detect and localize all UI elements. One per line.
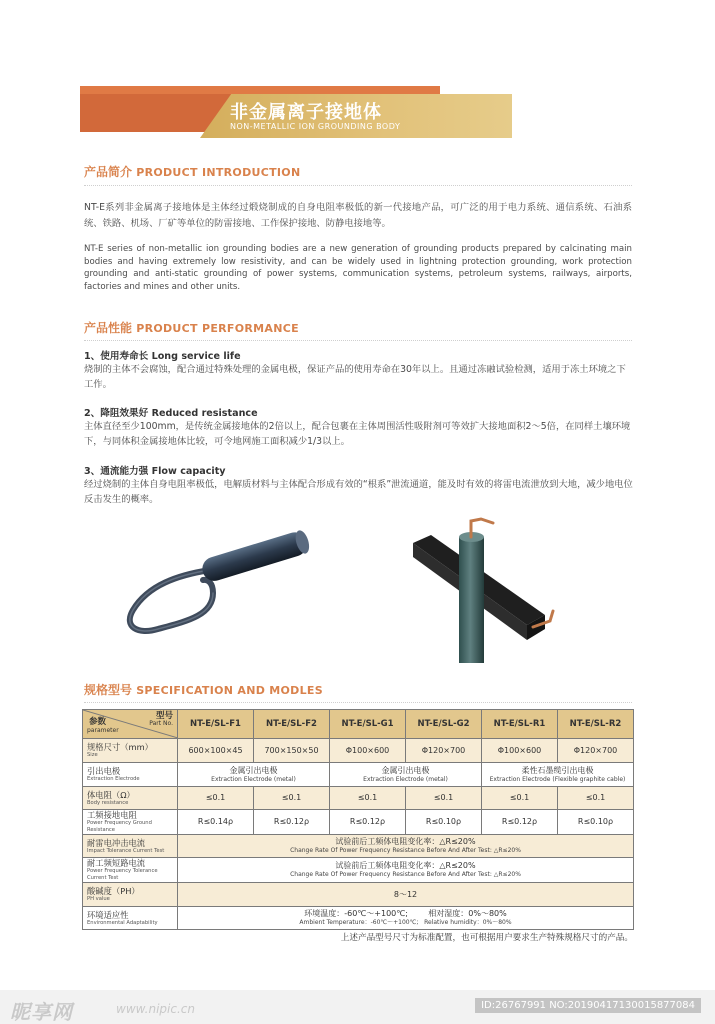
watermark-id: ID:26767991 NO:20190417130015877084 [475, 998, 701, 1013]
corner-param-cn: 参数 [89, 717, 107, 727]
spec-table [82, 709, 634, 930]
resistance-cell: ≤0.1 [330, 787, 406, 810]
short-circuit-value-en: Change Rate Of Power Frequency Resistance Before And After Test: △R≤20% [290, 871, 521, 878]
short-circuit-row [83, 858, 634, 883]
electrode-cell-f [178, 763, 330, 787]
resistance-cell: ≤0.1 [558, 787, 634, 810]
electrode-r-en: Extraction Electrode (Flexible graphite cable) [489, 775, 626, 783]
spec-heading-en: SPECIFICATION AND MODLES [136, 684, 323, 697]
size-row [83, 739, 634, 763]
electrode-label-en: Extraction Electrode [87, 776, 140, 782]
electrode-g-en: Extraction Electrode (metal) [363, 775, 448, 783]
resistance-cell: ≤0.1 [254, 787, 330, 810]
intro-divider [84, 185, 632, 186]
environment-value-en: Ambient Temperature：-60℃～+100℃; Relative humidity：0%～80% [299, 919, 512, 926]
size-cell: 600×100×45 [178, 739, 254, 763]
environment-cell [178, 907, 634, 930]
size-cell: Φ120×700 [406, 739, 482, 763]
size-label-cn: 规格尺寸（mm） [87, 742, 153, 752]
impact-cell [178, 835, 634, 858]
model-header: NT-E/SL-G2 [406, 710, 482, 739]
model-header: NT-E/SL-R1 [482, 710, 558, 739]
feature-3-text: 经过烧制的主体自身电阻率极低，电解质材料与主体配合形成有效的“根系”泄流通道，能及时有效的将雷电流泄放到大地，减少地电位反击发生的概率。 [84, 479, 633, 505]
environment-value-cn: 环境温度：-60℃～+100℃; 相对湿度：0%～80% [304, 909, 507, 918]
electrode-cell-g [330, 763, 482, 787]
grounding-cell: R≤0.12ρ [482, 810, 558, 835]
intro-heading-cn: 产品简介 [84, 165, 133, 179]
resistance-cell: ≤0.1 [482, 787, 558, 810]
spec-corner-cell [83, 710, 178, 739]
resistance-label-cn: 体电阻（Ω） [87, 789, 135, 800]
performance-heading-cn: 产品性能 [84, 321, 133, 335]
watermark-url: www.nipic.cn [116, 1002, 195, 1016]
model-header: NT-E/SL-G1 [330, 710, 406, 739]
ph-label-cn: 酸碱度（PH） [87, 886, 140, 896]
short-circuit-value-cn: 试验前后工频体电阻变化率：△R≤20% [335, 861, 476, 870]
intro-heading-en: PRODUCT INTRODUCTION [136, 166, 301, 179]
resistance-label [83, 787, 178, 810]
electrode-g-cn: 金属引出电极 [381, 765, 430, 775]
grounding-cell: R≤0.14ρ [178, 810, 254, 835]
spec-divider [84, 702, 632, 703]
electrode-label-cn: 引出电极 [87, 766, 121, 776]
intro-paragraph-cn: NT-E系列非金属离子接地体是主体经过煅烧制成的自身电阻率极低的新一代接地产品，可广泛的用于电力系统、通信系统、石油系统、铁路、机场、厂矿等单位的防雷接地、工作保护接地、防静电接地等。 [84, 202, 632, 229]
corner-model-cn: 型号 [155, 711, 173, 721]
feature-1-text: 烧制的主体不会腐蚀，配合通过特殊处理的金属电极，保证产品的使用寿命在30年以上。且通过冻融试验检测，适用于冻土环境之下工作。 [84, 364, 626, 390]
ph-label-en: PH value [87, 896, 110, 902]
grounding-label [83, 810, 178, 835]
grounding-cell: R≤0.10ρ [558, 810, 634, 835]
model-header: NT-E/SL-R2 [558, 710, 634, 739]
electrode-label [83, 763, 178, 787]
spec-heading-cn: 规格型号 [84, 683, 133, 697]
intro-heading [84, 163, 300, 180]
environment-label-en: Environmental Adaptability [87, 919, 158, 926]
short-circuit-cell [178, 858, 634, 883]
resistance-cell: ≤0.1 [406, 787, 482, 810]
size-label [83, 739, 178, 763]
grounding-row [83, 810, 634, 835]
spec-header-row [83, 710, 634, 739]
environment-label-cn: 环境适应性 [87, 909, 129, 920]
short-circuit-label-en: Power Frequency Tolerance Current Test [87, 868, 158, 881]
performance-heading [84, 319, 299, 336]
size-cell: Φ100×600 [482, 739, 558, 763]
electrode-cell-r [482, 763, 634, 787]
banner-orange-highlight [80, 86, 440, 94]
resistance-label-en: Body resistance [87, 799, 129, 806]
grounding-cell: R≤0.10ρ [406, 810, 482, 835]
short-circuit-label [83, 858, 178, 883]
model-header: NT-E/SL-F1 [178, 710, 254, 739]
feature-2-text: 主体直径至少100mm，是传统金属接地体的2倍以上，配合包裹在主体周围活性吸附剂可等效扩大接地面积2～5倍，在同样土壤环境下，与同体积金属接地体比较，可令地网施工面积减少1/3以上。 [84, 421, 631, 447]
page-title: 非金属离子接地体 [230, 102, 382, 123]
feature-2-title: 2、降阻效果好 Reduced resistance [84, 408, 258, 419]
flexible-cable-grounding-body-image [118, 525, 313, 650]
model-header: NT-E/SL-F2 [254, 710, 330, 739]
intro-paragraph-en: NT-E series of non-metallic ion grounding bodies are a new generation of grounding products prepared by calcinating main bodies and having extremely low resistivity, and can be widely used in lightning protection grounding, work protection grounding and anti-static grounding of power systems, communication systems, petroleum systems, railways, airports, factories and mines and other units. [84, 244, 632, 292]
performance-divider [84, 340, 632, 341]
electrode-f-en: Extraction Electrode (metal) [211, 775, 296, 783]
ph-row [83, 883, 634, 907]
impact-label-cn: 耐雷电冲击电流 [87, 837, 146, 848]
feature-1-title: 1、使用寿命长 Long service life [84, 351, 241, 362]
impact-value-cn: 试验前后工频体电阻变化率：△R≤20% [335, 837, 476, 846]
impact-value-en: Change Rate Of Power Frequency Resistance Before And After Test: △R≤20% [290, 847, 521, 854]
environment-label [83, 907, 178, 930]
size-cell: Φ100×600 [330, 739, 406, 763]
footnote: 上述产品型号尺寸为标准配置，也可根据用户要求生产特殊规格尺寸的产品。 [340, 933, 633, 943]
size-label-en: Size [87, 752, 98, 758]
environment-row [83, 907, 634, 930]
impact-label-en: Impact Tolerance Current Test [87, 847, 165, 854]
short-circuit-label-cn: 耐工频短路电流 [87, 858, 146, 868]
impact-row [83, 835, 634, 858]
feature-3-title: 3、通流能力强 Flow capacity [84, 466, 226, 477]
size-cell: Φ120×700 [558, 739, 634, 763]
spec-heading [84, 681, 323, 698]
watermark-logo: 昵享网 [10, 1000, 73, 1024]
grounding-cell: R≤0.12ρ [330, 810, 406, 835]
electrode-grounding-body-image [405, 515, 570, 665]
grounding-label-cn: 工频接地电阻 [87, 810, 137, 820]
resistance-cell: ≤0.1 [178, 787, 254, 810]
page-subtitle: NON-METALLIC ION GROUNDING BODY [230, 122, 401, 131]
corner-param-en: parameter [87, 727, 119, 734]
performance-heading-en: PRODUCT PERFORMANCE [136, 322, 299, 335]
corner-model-en: Part No. [149, 720, 173, 727]
title-banner [80, 86, 512, 138]
impact-label [83, 835, 178, 858]
grounding-label-en: Power Frequency Ground Resistance [87, 820, 152, 833]
electrode-row [83, 763, 634, 787]
size-cell: 700×150×50 [254, 739, 330, 763]
electrode-r-cn: 柔性石墨缆引出电极 [521, 765, 594, 775]
ph-cell: 8～12 [178, 883, 634, 907]
ph-label [83, 883, 178, 907]
resistance-row [83, 787, 634, 810]
electrode-f-cn: 金属引出电极 [229, 765, 278, 775]
grounding-cell: R≤0.12ρ [254, 810, 330, 835]
